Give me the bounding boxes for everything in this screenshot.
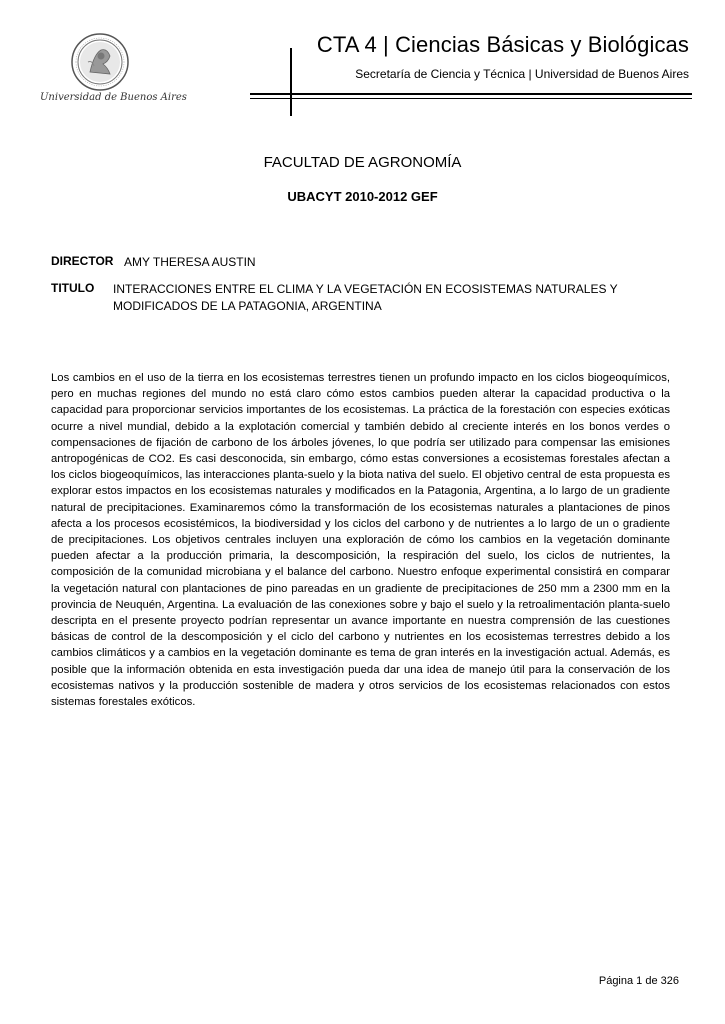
abstract-paragraph: Los cambios en el uso de la tierra en los ecosistemas terrestres tienen un profundo impacto en los ciclos biogeoquímicos, pero en muchas regiones del mundo no está claro cómo estos cambios pueden alterar la capacidad productiva o la capacidad para proporcionar servicios importantes de los ecosistemas. La práctica de la forestación con especies exóticas ocurre a nivel mundial, debido a la explotación comercial y también debido al creciente interés en los bonos verdes o compensaciones de fijación de carbono de los árboles jóvenes, lo que podría ser utilizado para compensar las emisiones antropogénicas de CO2. Es casi desconocida, sin embargo, cómo estas conversiones a ecosistemas forestales afectan a los ciclos biogeoquímicos, las interacciones planta-suelo y la biota nativa del suelo. El objetivo central de esta propuesta es explorar estos impactos en los ecosistemas naturales y modificados en la Patagonia, Argentina, a lo largo de un gradiente natural de precipitaciones. Examinaremos cómo la transformación de los ecosistemas naturales a plantaciones de pinos afecta a los procesos ecosistémicos, la biodiversidad y los ciclos del carbono y de nutrientes a lo largo de un o gradiente de precipitaciones. Los objetivos centrales incluyen una exploración de cómo los cambios en la vegetación dominante pueden afectar a la producción primaria, la descomposición, la respiración del suelo, los ciclos de nutrientes, la composición de la comunidad microbiana y el balance del carbono. Nuestro enfoque experimental consistirá en comparar la vegetación natural con plantaciones de pino pareadas en un gradiente de precipitaciones de 250 mm a 2300 mm en la provincia de Neuquén, Argentina. La evaluación de las conexiones sobre y bajo el suelo y la retroalimentación planta-suelo descripta en el presente proyecto podrían representar un avance importante en nuestra comprensión de las cuestiones básicas de control de la descomposición y el ciclo del carbono y nutrientes en los ecosistemas terrestres debido a los cambios climáticos y a cambios en la vegetación dominante es tema de gran interés en la investigación actual. Además, es posible que la información obtenida en esta investigación pueda dar una idea de manejo útil para la conservación de los ecosistemas nativos y la producción sostenible de madera y otros servicios de los ecosistemas relacionados con estos sistemas forestales exóticos.: [51, 372, 670, 709]
page-number: Página 1 de 326: [598, 975, 679, 987]
project-code: UBACYT 2010-2012 GEF: [287, 189, 438, 204]
director-name: AMY THERESA AUSTIN: [124, 255, 256, 269]
faculty-heading: FACULTAD DE AGRONOMÍA: [263, 154, 462, 171]
header-vertical-rule: [290, 48, 292, 116]
director-label: DIRECTOR: [51, 254, 114, 268]
logo-caption: Universidad de Buenos Aires: [40, 92, 187, 103]
university-logo: [40, 30, 187, 110]
header-horizontal-rule-thin: [250, 98, 692, 99]
university-seal-icon: [70, 32, 130, 92]
header-title: CTA 4 | Ciencias Básicas y Biológicas: [316, 32, 689, 57]
header-subtitle: Secretaría de Ciencia y Técnica | Universidad de Buenos Aires: [355, 67, 689, 81]
titulo-text: INTERACCIONES ENTRE EL CLIMA Y LA VEGETACIÓN EN ECOSISTEMAS NATURALES Y MODIFICADOS DE LA PATAGONIA, ARGENTINA: [113, 282, 618, 313]
header-horizontal-rule: [250, 93, 692, 95]
titulo-label: TITULO: [51, 281, 95, 295]
